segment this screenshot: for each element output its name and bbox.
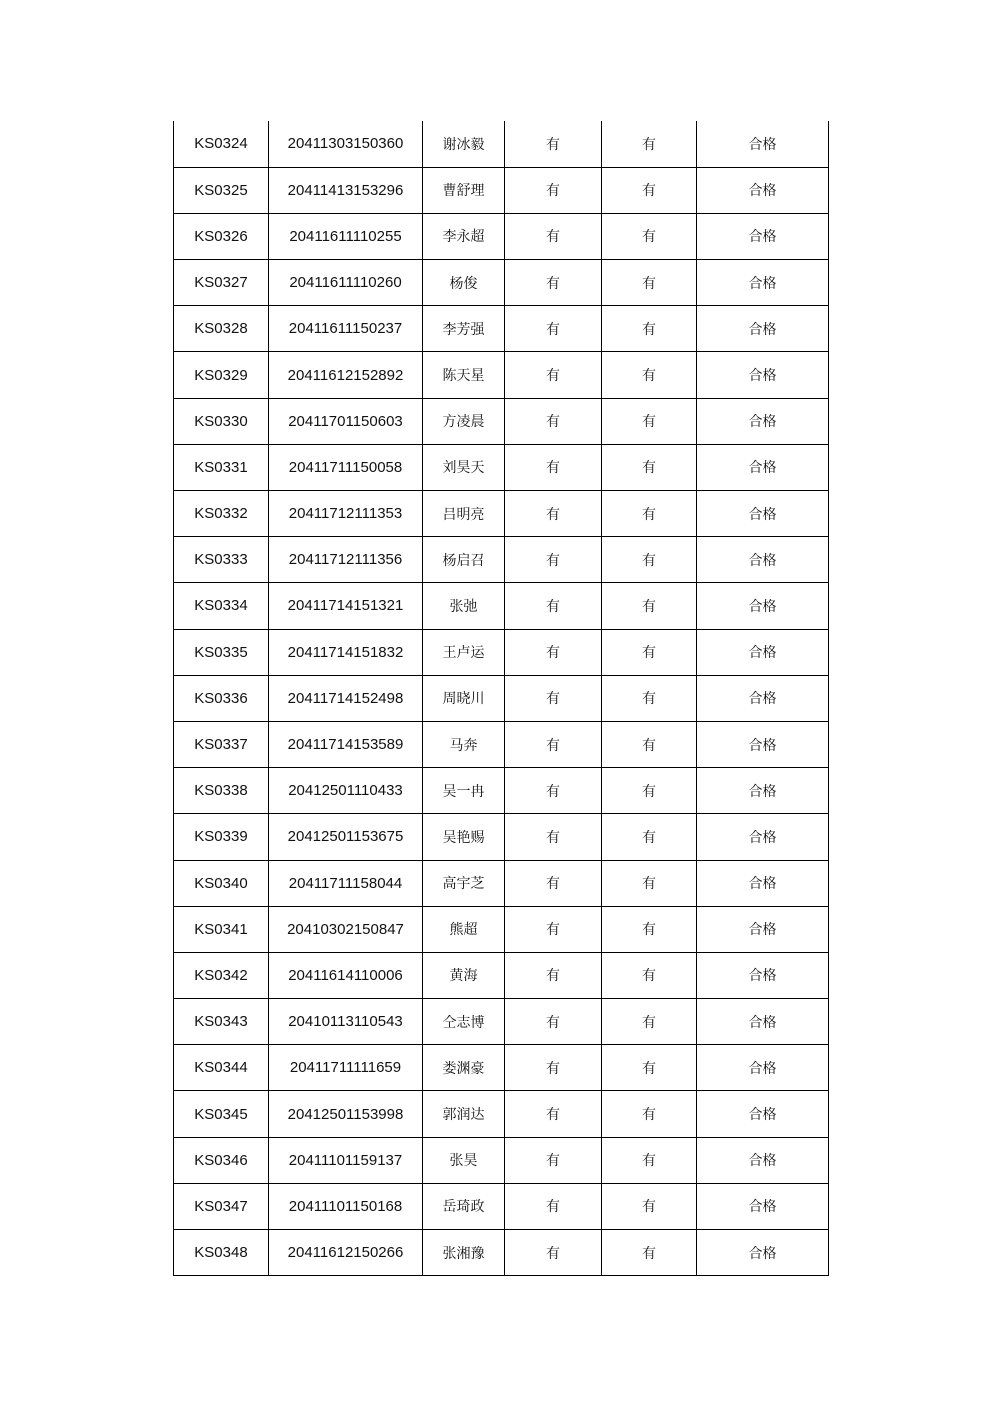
document-a-status-cell: 有 [505,1091,602,1137]
document-a-status-cell: 有 [505,260,602,306]
exam-code-cell: KS0327 [174,260,269,306]
result-cell: 合格 [697,629,829,675]
exam-code-cell: KS0330 [174,398,269,444]
table-row [174,352,829,398]
result-cell: 合格 [697,675,829,721]
exam-code-cell: KS0348 [174,1230,269,1276]
registration-number-cell: 20411712111356 [269,537,423,583]
registration-number-cell: 20412501110433 [269,768,423,814]
registration-number-cell: 20411413153296 [269,167,423,213]
document-b-status-cell: 有 [602,167,697,213]
registration-number-cell: 20412501153675 [269,814,423,860]
table-row [174,1045,829,1091]
registration-number-cell: 20411714151321 [269,583,423,629]
document-b-status-cell: 有 [602,444,697,490]
registration-number-cell: 20411714151832 [269,629,423,675]
table-row [174,814,829,860]
candidate-name-cell: 马奔 [423,721,505,767]
table-row [174,952,829,998]
result-cell: 合格 [697,398,829,444]
document-a-status-cell: 有 [505,1230,602,1276]
table-row [174,398,829,444]
candidate-name-cell: 岳琦政 [423,1183,505,1229]
candidate-name-cell: 方凌晨 [423,398,505,444]
exam-code-cell: KS0341 [174,906,269,952]
table-row [174,1183,829,1229]
candidate-name-cell: 杨启召 [423,537,505,583]
table-row [174,906,829,952]
result-cell: 合格 [697,121,829,167]
candidate-name-cell: 李芳强 [423,306,505,352]
document-a-status-cell: 有 [505,398,602,444]
exam-code-cell: KS0325 [174,167,269,213]
document-b-status-cell: 有 [602,952,697,998]
document-b-status-cell: 有 [602,768,697,814]
document-a-status-cell: 有 [505,860,602,906]
candidate-name-cell: 杨俊 [423,260,505,306]
document-a-status-cell: 有 [505,629,602,675]
registration-number-cell: 20411701150603 [269,398,423,444]
exam-code-cell: KS0339 [174,814,269,860]
exam-code-cell: KS0328 [174,306,269,352]
exam-code-cell: KS0347 [174,1183,269,1229]
table-row [174,860,829,906]
document-a-status-cell: 有 [505,1137,602,1183]
candidate-name-cell: 郭润达 [423,1091,505,1137]
table-row [174,306,829,352]
document-a-status-cell: 有 [505,167,602,213]
roster-table [173,121,829,1276]
candidate-name-cell: 吕明亮 [423,491,505,537]
result-cell: 合格 [697,537,829,583]
exam-code-cell: KS0329 [174,352,269,398]
document-b-status-cell: 有 [602,675,697,721]
exam-code-cell: KS0332 [174,491,269,537]
document-a-status-cell: 有 [505,537,602,583]
document-b-status-cell: 有 [602,398,697,444]
registration-number-cell: 20410113110543 [269,999,423,1045]
document-b-status-cell: 有 [602,999,697,1045]
candidate-name-cell: 黄海 [423,952,505,998]
document-b-status-cell: 有 [602,1137,697,1183]
table-row [174,1230,829,1276]
result-cell: 合格 [697,860,829,906]
result-cell: 合格 [697,583,829,629]
document-b-status-cell: 有 [602,306,697,352]
document-b-status-cell: 有 [602,213,697,259]
registration-number-cell: 20411303150360 [269,121,423,167]
registration-number-cell: 20411614110006 [269,952,423,998]
candidate-name-cell: 陈天星 [423,352,505,398]
candidate-name-cell: 张昊 [423,1137,505,1183]
result-cell: 合格 [697,814,829,860]
table-row [174,537,829,583]
registration-number-cell: 20411714152498 [269,675,423,721]
result-cell: 合格 [697,306,829,352]
table-row [174,583,829,629]
document-a-status-cell: 有 [505,121,602,167]
document-a-status-cell: 有 [505,999,602,1045]
candidate-name-cell: 吴艳赐 [423,814,505,860]
document-b-status-cell: 有 [602,491,697,537]
document-a-status-cell: 有 [505,721,602,767]
candidate-name-cell: 熊超 [423,906,505,952]
document-a-status-cell: 有 [505,306,602,352]
table-row [174,1137,829,1183]
registration-number-cell: 20410302150847 [269,906,423,952]
registration-number-cell: 20411714153589 [269,721,423,767]
table-row [174,444,829,490]
exam-code-cell: KS0344 [174,1045,269,1091]
document-a-status-cell: 有 [505,213,602,259]
registration-number-cell: 20411611110260 [269,260,423,306]
document-b-status-cell: 有 [602,814,697,860]
registration-number-cell: 20411101159137 [269,1137,423,1183]
candidate-name-cell: 高宇芝 [423,860,505,906]
registration-number-cell: 20411712111353 [269,491,423,537]
result-cell: 合格 [697,213,829,259]
result-cell: 合格 [697,721,829,767]
result-cell: 合格 [697,1137,829,1183]
exam-code-cell: KS0338 [174,768,269,814]
registration-number-cell: 20411711111659 [269,1045,423,1091]
exam-code-cell: KS0333 [174,537,269,583]
result-cell: 合格 [697,167,829,213]
document-a-status-cell: 有 [505,675,602,721]
exam-code-cell: KS0346 [174,1137,269,1183]
table-row [174,999,829,1045]
exam-code-cell: KS0324 [174,121,269,167]
exam-code-cell: KS0335 [174,629,269,675]
exam-code-cell: KS0331 [174,444,269,490]
result-cell: 合格 [697,444,829,490]
table-row [174,167,829,213]
exam-code-cell: KS0337 [174,721,269,767]
exam-code-cell: KS0340 [174,860,269,906]
result-cell: 合格 [697,768,829,814]
document-b-status-cell: 有 [602,721,697,767]
table-row [174,121,829,167]
exam-code-cell: KS0345 [174,1091,269,1137]
document-b-status-cell: 有 [602,1091,697,1137]
candidate-name-cell: 李永超 [423,213,505,259]
result-cell: 合格 [697,952,829,998]
exam-code-cell: KS0343 [174,999,269,1045]
result-cell: 合格 [697,260,829,306]
document-a-status-cell: 有 [505,352,602,398]
exam-code-cell: KS0336 [174,675,269,721]
candidate-name-cell: 曹舒理 [423,167,505,213]
candidate-name-cell: 王卢运 [423,629,505,675]
document-a-status-cell: 有 [505,1045,602,1091]
result-cell: 合格 [697,1183,829,1229]
candidate-name-cell: 周晓川 [423,675,505,721]
result-cell: 合格 [697,1230,829,1276]
document-b-status-cell: 有 [602,537,697,583]
result-cell: 合格 [697,1045,829,1091]
document-b-status-cell: 有 [602,260,697,306]
candidate-name-cell: 谢冰毅 [423,121,505,167]
document-a-status-cell: 有 [505,952,602,998]
table-row [174,260,829,306]
registration-number-cell: 20411101150168 [269,1183,423,1229]
roster-table-container [173,121,828,1276]
candidate-name-cell: 张弛 [423,583,505,629]
document-a-status-cell: 有 [505,906,602,952]
document-b-status-cell: 有 [602,1045,697,1091]
document-b-status-cell: 有 [602,860,697,906]
document-b-status-cell: 有 [602,629,697,675]
document-b-status-cell: 有 [602,1230,697,1276]
candidate-name-cell: 张湘豫 [423,1230,505,1276]
registration-number-cell: 20411611150237 [269,306,423,352]
roster-table-body [174,121,829,1276]
table-row [174,768,829,814]
registration-number-cell: 20411711158044 [269,860,423,906]
registration-number-cell: 20411611110255 [269,213,423,259]
document-a-status-cell: 有 [505,583,602,629]
exam-code-cell: KS0342 [174,952,269,998]
document-a-status-cell: 有 [505,444,602,490]
table-row [174,491,829,537]
table-row [174,213,829,259]
table-row [174,629,829,675]
registration-number-cell: 20411612152892 [269,352,423,398]
candidate-name-cell: 仝志博 [423,999,505,1045]
result-cell: 合格 [697,352,829,398]
document-b-status-cell: 有 [602,1183,697,1229]
exam-code-cell: KS0326 [174,213,269,259]
result-cell: 合格 [697,491,829,537]
document-b-status-cell: 有 [602,121,697,167]
table-row [174,1091,829,1137]
registration-number-cell: 20411612150266 [269,1230,423,1276]
candidate-name-cell: 娄渊豪 [423,1045,505,1091]
document-a-status-cell: 有 [505,491,602,537]
document-a-status-cell: 有 [505,768,602,814]
registration-number-cell: 20411711150058 [269,444,423,490]
document-b-status-cell: 有 [602,906,697,952]
document-a-status-cell: 有 [505,814,602,860]
document-a-status-cell: 有 [505,1183,602,1229]
document-b-status-cell: 有 [602,352,697,398]
table-row [174,721,829,767]
result-cell: 合格 [697,906,829,952]
registration-number-cell: 20412501153998 [269,1091,423,1137]
exam-code-cell: KS0334 [174,583,269,629]
document-b-status-cell: 有 [602,583,697,629]
table-row [174,675,829,721]
result-cell: 合格 [697,999,829,1045]
result-cell: 合格 [697,1091,829,1137]
candidate-name-cell: 吴一冉 [423,768,505,814]
candidate-name-cell: 刘昊天 [423,444,505,490]
